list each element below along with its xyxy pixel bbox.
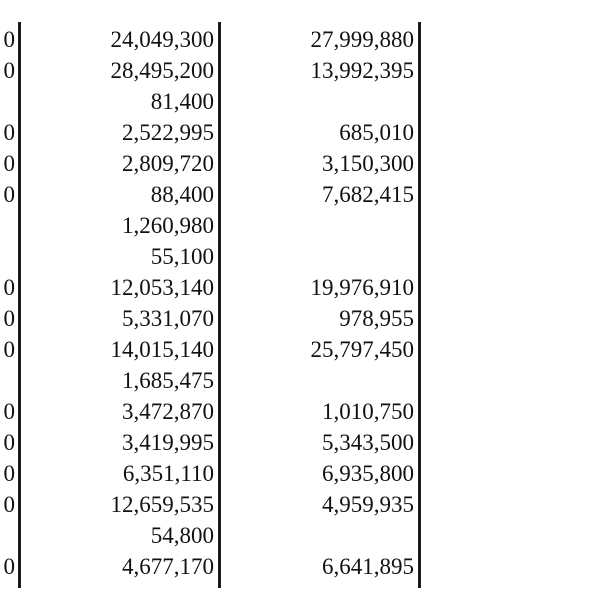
cell-left: 0 <box>3 337 15 362</box>
cell-right: 978,955 <box>339 306 414 331</box>
cell-right: 7,682,415 <box>322 182 414 207</box>
cell-right: 6,935,800 <box>322 461 414 486</box>
cell-left: 0 <box>3 151 15 176</box>
cell-mid: 88,400 <box>150 182 214 207</box>
numbers-table <box>0 24 600 582</box>
cell-left <box>0 365 15 396</box>
cell-left: 0 <box>3 275 15 300</box>
cell-left: 0 <box>3 461 15 486</box>
table-row <box>0 303 600 334</box>
cell-right <box>222 365 414 396</box>
cell-left <box>0 241 15 272</box>
cell-right: 685,010 <box>339 120 414 145</box>
cell-right: 4,959,935 <box>322 492 414 517</box>
cell-right <box>222 210 414 241</box>
cell-left: 0 <box>3 554 15 579</box>
cell-mid: 3,419,995 <box>122 430 214 455</box>
table-row <box>0 148 600 179</box>
table-row <box>0 458 600 489</box>
table-row <box>0 520 600 551</box>
cell-mid: 55,100 <box>150 244 214 269</box>
cell-right: 13,992,395 <box>310 58 414 83</box>
cell-left: 0 <box>3 306 15 331</box>
table-row <box>0 365 600 396</box>
cell-right <box>222 86 414 117</box>
cell-mid: 3,472,870 <box>122 399 214 424</box>
table-row <box>0 551 600 582</box>
table-row <box>0 210 600 241</box>
cell-mid: 12,053,140 <box>110 275 214 300</box>
cell-right: 6,641,895 <box>322 554 414 579</box>
table-row <box>0 334 600 365</box>
table-row <box>0 179 600 210</box>
cell-right: 5,343,500 <box>322 430 414 455</box>
cell-right <box>222 241 414 272</box>
cell-mid: 24,049,300 <box>110 27 214 52</box>
cell-mid: 2,809,720 <box>122 151 214 176</box>
cell-mid: 2,522,995 <box>122 120 214 145</box>
table-row <box>0 272 600 303</box>
cell-right: 27,999,880 <box>310 27 414 52</box>
cell-left: 0 <box>3 399 15 424</box>
cell-mid: 1,685,475 <box>122 368 214 393</box>
cell-left: 0 <box>3 120 15 145</box>
cell-left <box>0 520 15 551</box>
cell-mid: 14,015,140 <box>110 337 214 362</box>
cell-left: 0 <box>3 58 15 83</box>
table-row <box>0 427 600 458</box>
cell-mid: 54,800 <box>150 523 214 548</box>
cell-left: 0 <box>3 27 15 52</box>
cell-left <box>0 210 15 241</box>
cell-right: 3,150,300 <box>322 151 414 176</box>
cell-mid: 4,677,170 <box>122 554 214 579</box>
cell-mid: 12,659,535 <box>110 492 214 517</box>
table-row <box>0 396 600 427</box>
table-row <box>0 55 600 86</box>
cell-mid: 6,351,110 <box>122 461 214 486</box>
cell-mid: 81,400 <box>150 89 214 114</box>
table-row <box>0 241 600 272</box>
cell-mid: 5,331,070 <box>122 306 214 331</box>
cell-mid: 28,495,200 <box>110 58 214 83</box>
cell-right <box>222 520 414 551</box>
table-row <box>0 117 600 148</box>
cell-left <box>0 86 15 117</box>
table-row <box>0 489 600 520</box>
cell-mid: 1,260,980 <box>122 213 214 238</box>
cell-right: 1,010,750 <box>322 399 414 424</box>
cell-left: 0 <box>3 182 15 207</box>
cell-right: 19,976,910 <box>310 275 414 300</box>
cell-right: 25,797,450 <box>310 337 414 362</box>
cell-left: 0 <box>3 430 15 455</box>
cell-left: 0 <box>3 492 15 517</box>
table-row <box>0 86 600 117</box>
table-row <box>0 24 600 55</box>
